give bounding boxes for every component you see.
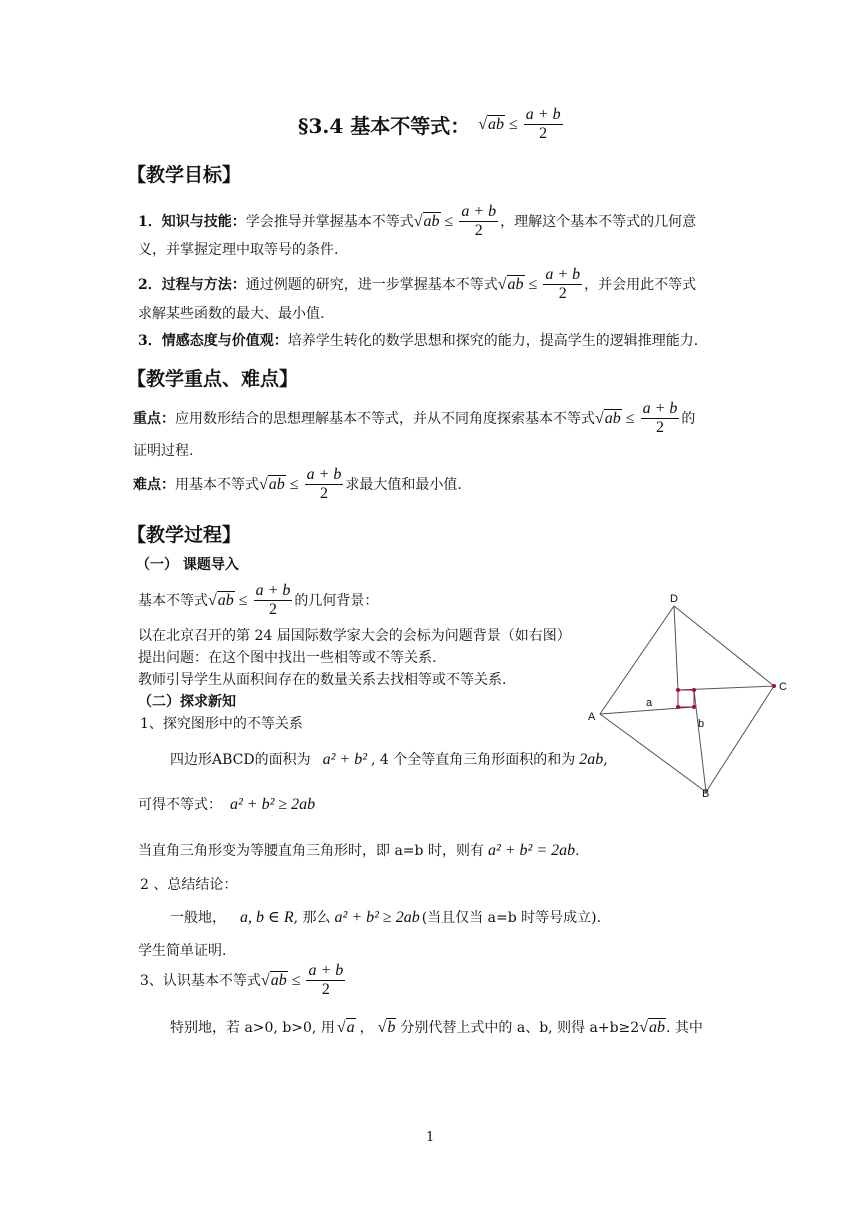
inequality-expression: a² + b² ≥ 2ab bbox=[230, 796, 316, 813]
special-line: 特别地，若 a>0, b>0, 用 √a ， √b 分别代替上式中的 a、b, 则得 a+b≥2 √ab . 其中 bbox=[170, 1019, 703, 1036]
important-point: 重点： 应用数形结合的思想理解基本不等式，并从不同角度探索基本不等式 √ab ≤ $\frac{a + b}{2}$ 的 bbox=[133, 400, 696, 436]
difficult-point: 难点： 用基本不等式 √ab ≤ $\frac{a + b}{2}$ 求最大值和最小值. bbox=[133, 466, 462, 502]
general-condition: a, b ∈ R bbox=[240, 909, 294, 926]
objective-1: 1．知识与技能： 学会推导并掌握基本不等式 √ab ≤ $\frac{a + b}{2}$ ，理解这个基本不等式的几何意 bbox=[138, 203, 697, 239]
title-prefix: §3.4 基本不等式： bbox=[298, 114, 471, 138]
isosceles-line: 当直角三角形变为等腰直角三角形时，即 a=b 时，则有 a² + b² = 2ab . bbox=[138, 842, 580, 859]
isosceles-expression: a² + b² = 2ab bbox=[487, 842, 576, 859]
objective-3: 3．情感态度与价值观：培养学生转化的数学思想和探究的能力，提高学生的逻辑推理能力. bbox=[138, 333, 699, 349]
area-expression-2: 2ab bbox=[579, 751, 604, 768]
area-line: 四边形ABCD的面积为 a² + b² , 4 个全等直角三角形面积的和为 2ab , bbox=[170, 751, 608, 768]
part1-title: （一） 课题导入 bbox=[136, 557, 239, 573]
special-root-a: √a bbox=[336, 1019, 355, 1036]
section-key-points: 【教学重点、难点】 bbox=[127, 368, 299, 390]
step1-title: 1、探究图形中的不等关系 bbox=[140, 716, 303, 732]
figure-zhao-shuang-diagram bbox=[584, 590, 794, 800]
special-root-ab: √ab bbox=[639, 1019, 665, 1036]
segment-b bbox=[694, 690, 706, 792]
label-b: B bbox=[702, 788, 710, 800]
step2-title: 2 、总结结论： bbox=[140, 877, 238, 893]
label-small-a: a bbox=[646, 697, 653, 709]
title-inequality: √ab ≤ $\frac{a + b}{2}$ bbox=[478, 106, 561, 142]
page-number: 1 bbox=[426, 1130, 435, 1145]
label-c: C bbox=[779, 681, 787, 693]
area-expression: a² + b² bbox=[322, 751, 367, 768]
step3-line: 3、认识基本不等式 √ab ≤ $\frac{a + b}{2}$ bbox=[140, 962, 347, 999]
section-process: 【教学过程】 bbox=[127, 524, 242, 546]
intro-line-2: 提出问题：在这个图中找出一些相等或不等关系. bbox=[138, 650, 437, 666]
part2-title: （二）探求新知 bbox=[138, 694, 236, 710]
section-objectives: 【教学目标】 bbox=[127, 164, 242, 186]
label-d: D bbox=[670, 593, 678, 605]
important-inequality: √ab ≤ $\frac{a + b}{2}$ bbox=[595, 400, 678, 436]
objective-1-inequality: √ab ≤ $\frac{a + b}{2}$ bbox=[413, 203, 497, 239]
objective-2-continuation: 求解某些函数的最大、最小值. bbox=[138, 306, 325, 322]
inequality-line: 可得不等式： a² + b² ≥ 2ab bbox=[138, 796, 316, 813]
general-expression: a² + b² ≥ 2ab bbox=[334, 909, 420, 926]
intro-line-3: 教师引导学生从面积间存在的数量关系去找相等或不等关系. bbox=[138, 672, 507, 688]
quadrilateral-abcd bbox=[600, 606, 774, 792]
segment-d bbox=[674, 606, 678, 690]
objective-2: 2．过程与方法： 通过例题的研究，进一步掌握基本不等式 √ab ≤ $\frac{a + b}{2}$ ，并会用此不等式 bbox=[138, 266, 697, 302]
objective-1-continuation: 义，并掌握定理中取等号的条件. bbox=[138, 242, 339, 258]
intro-line-1: 以在北京召开的第 24 届国际数学家大会的会标为问题背景（如右图） bbox=[138, 628, 571, 644]
intro-line: 基本不等式 √ab ≤ $\frac{a + b}{2}$ 的几何背景： bbox=[138, 582, 379, 618]
objective-2-inequality: √ab ≤ $\frac{a + b}{2}$ bbox=[497, 266, 581, 302]
general-line: 一般地， a, b ∈ R , 那么 a² + b² ≥ 2ab (当且仅当 a=b 时等号成立). bbox=[170, 909, 602, 926]
important-continuation: 证明过程. bbox=[133, 443, 194, 459]
inner-square bbox=[678, 690, 694, 707]
difficult-inequality: √ab ≤ $\frac{a + b}{2}$ bbox=[259, 466, 342, 502]
page-title bbox=[298, 106, 565, 143]
label-a: A bbox=[588, 711, 596, 723]
step3-inequality: √ab ≤ $\frac{a + b}{2}$ bbox=[260, 962, 344, 998]
proof-line: 学生简单证明. bbox=[138, 943, 227, 959]
special-root-b: √b bbox=[377, 1019, 396, 1036]
intro-inequality: √ab ≤ $\frac{a + b}{2}$ bbox=[208, 582, 291, 618]
label-small-b: b bbox=[698, 718, 705, 730]
